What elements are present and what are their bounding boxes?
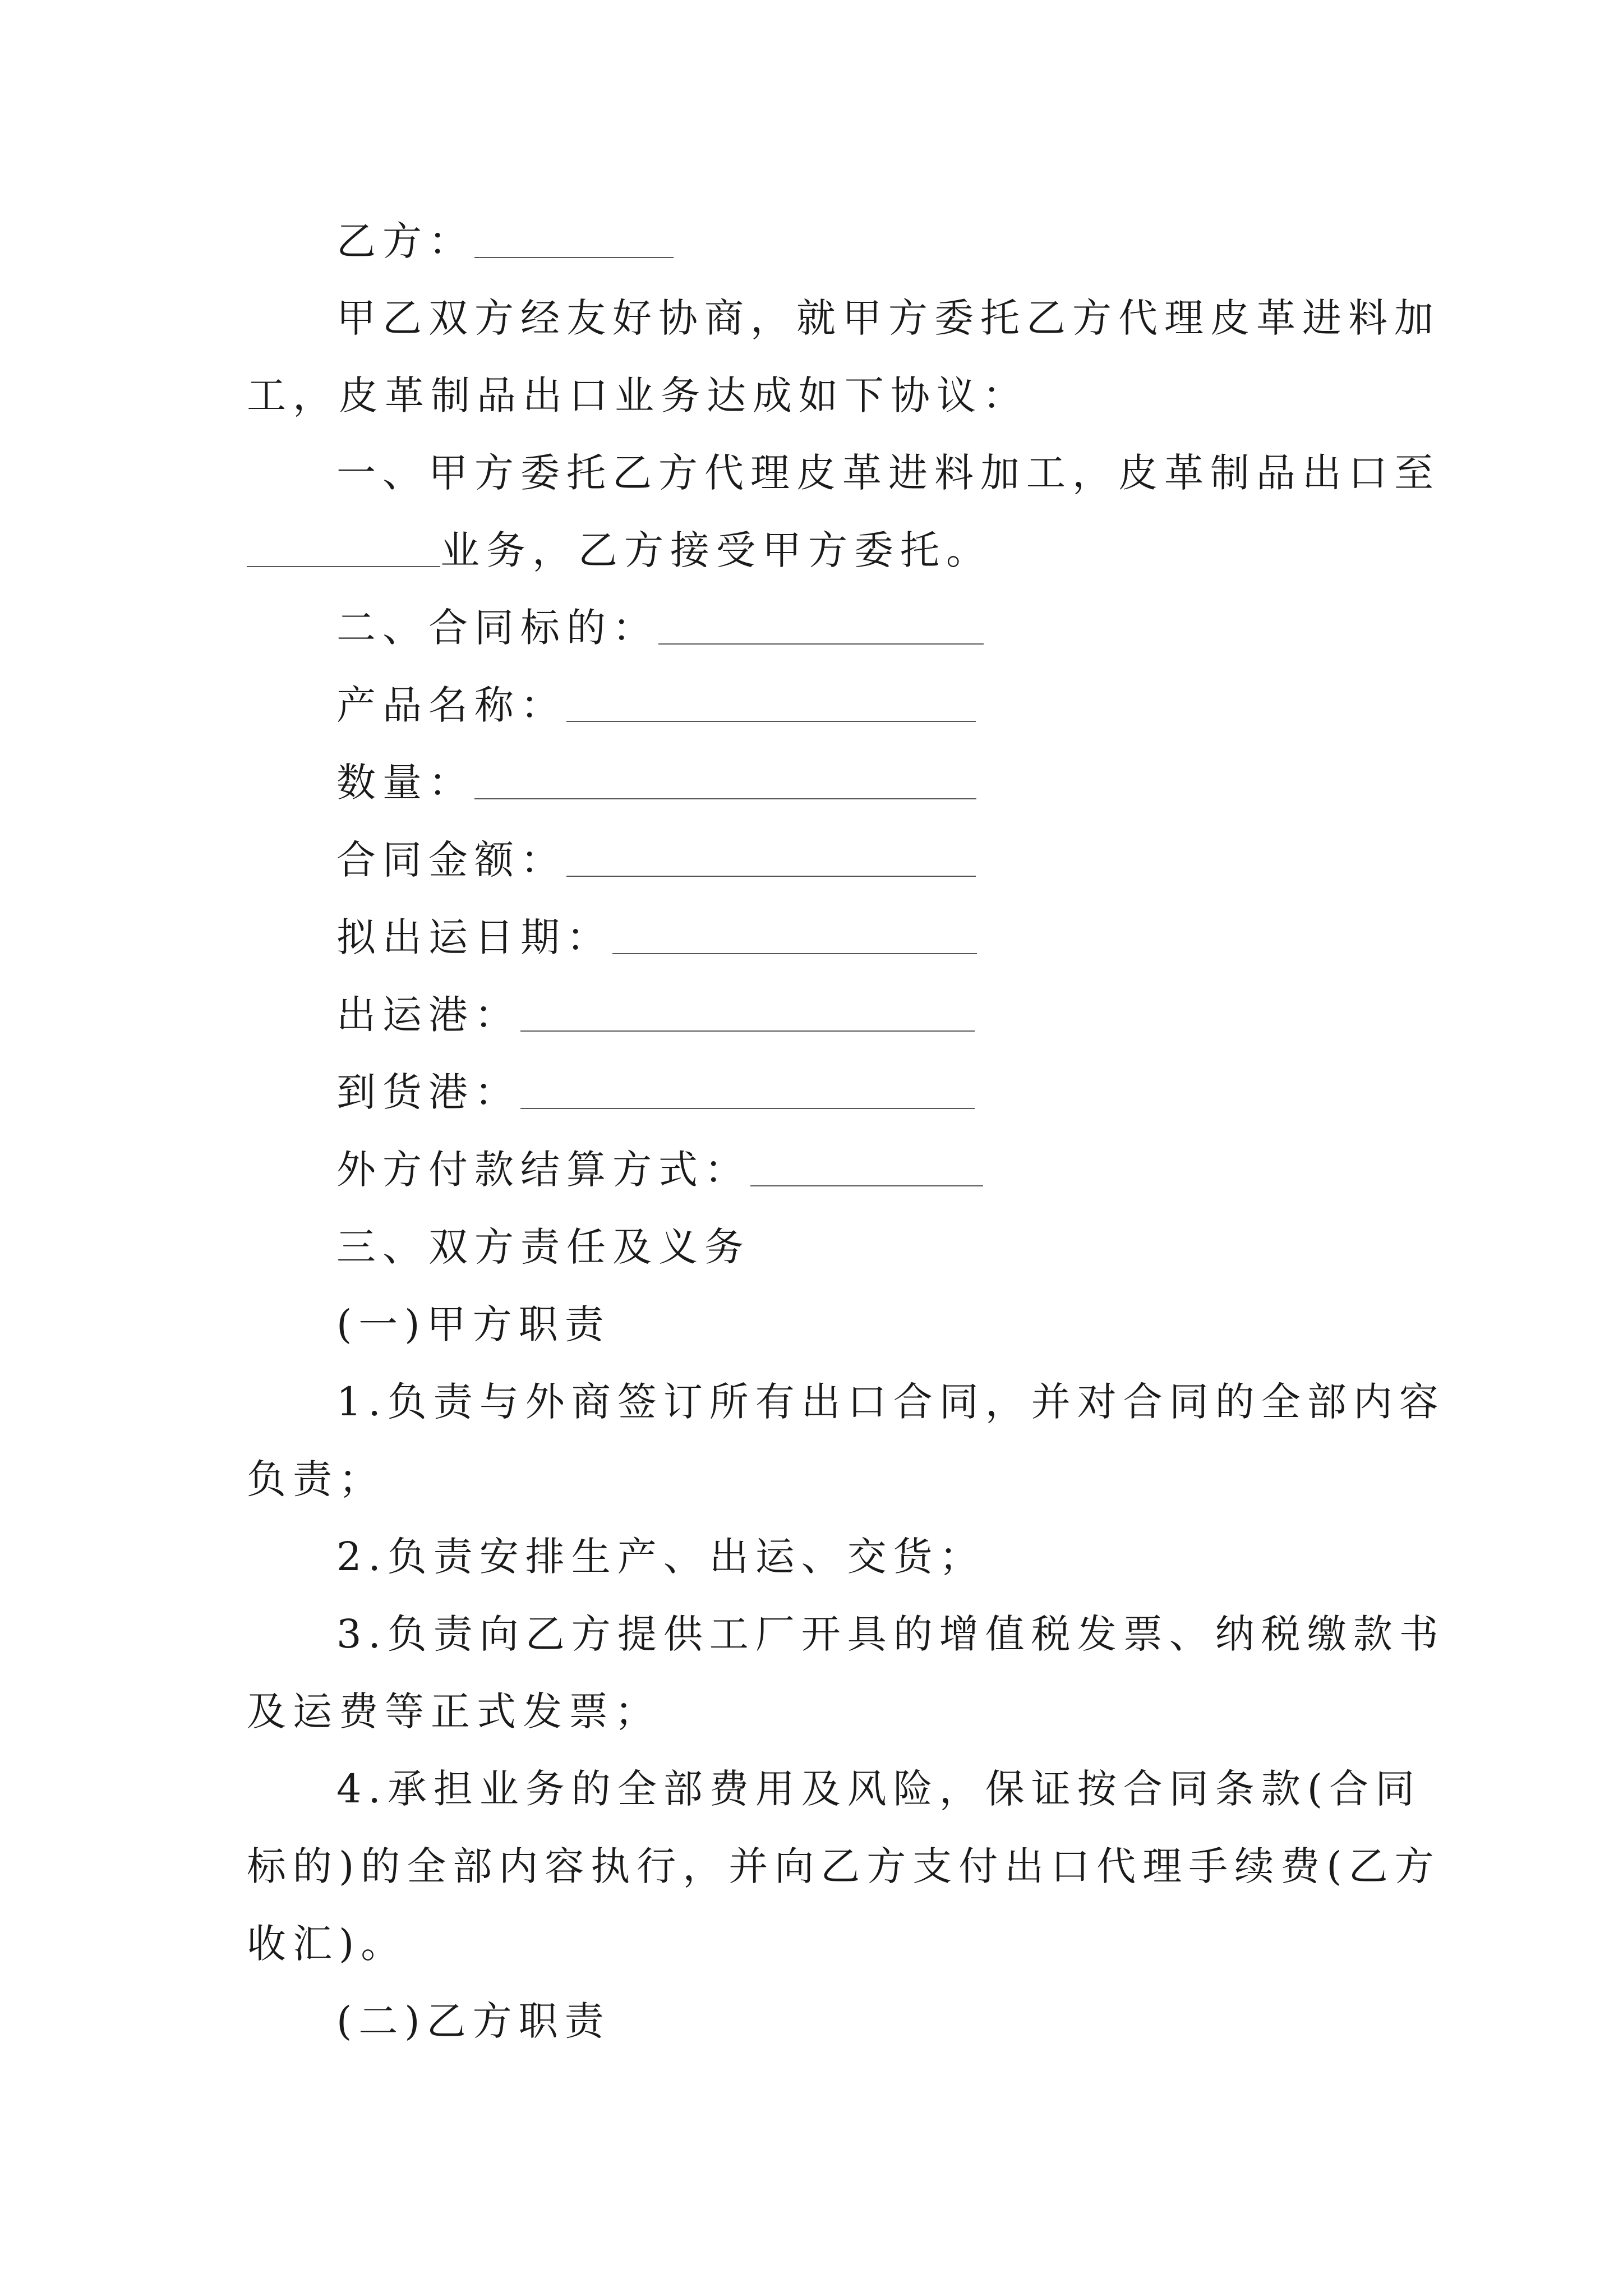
party-b-duties-heading: (二)乙方职责	[336, 1998, 611, 2044]
party-b-label: 乙方：	[336, 218, 474, 264]
intro-text-2: 工，皮革制品出口业务达成如下协议：	[247, 372, 1029, 418]
port-of-destination-blank	[520, 1108, 975, 1109]
intro-text-1: 甲乙双方经友好协商，就甲方委托乙方代理皮革进料加	[336, 295, 1440, 341]
item1-text-1: 1.负责与外商签订所有出口合同，并对合同的全部内容	[336, 1379, 1445, 1425]
item4-text-1: 4.承担业务的全部费用及风险，保证按合同条款(合同	[336, 1766, 1422, 1812]
item3-line-2	[247, 1688, 661, 1734]
party-b-duties-line	[336, 1998, 611, 2044]
item4-text-3: 收汇)。	[247, 1921, 407, 1967]
item1-line-2	[247, 1456, 385, 1502]
item3-text-2: 及运费等正式发票；	[247, 1688, 661, 1734]
ship-date-label: 拟出运日期：	[336, 914, 612, 960]
clause1-line-1	[336, 450, 1440, 496]
payment-method-label: 外方付款结算方式：	[336, 1147, 750, 1193]
item2-text: 2.负责安排生产、出运、交货；	[336, 1534, 985, 1580]
clause1-line-2	[247, 527, 992, 573]
item3-text-1: 3.负责向乙方提供工厂开具的增值税发票、纳税缴款书	[336, 1611, 1445, 1657]
product-name-blank	[566, 721, 976, 722]
item2-line	[336, 1534, 985, 1580]
product-name-label: 产品名称：	[336, 682, 566, 728]
quantity-line	[336, 760, 976, 806]
party-b-line	[336, 218, 674, 264]
contract-amount-blank	[566, 876, 976, 877]
port-of-destination-line	[336, 1069, 975, 1115]
item1-text-2: 负责；	[247, 1456, 385, 1502]
clause1-text-2: 业务，乙方接受甲方委托。	[440, 527, 992, 573]
intro-line-2	[247, 372, 1029, 418]
ship-date-line	[336, 914, 977, 960]
contract-subject-blank	[658, 643, 984, 645]
clause3-line	[336, 1224, 750, 1270]
party-a-duties-heading: (一)甲方职责	[336, 1301, 611, 1347]
clause1-text-1: 一、甲方委托乙方代理皮革进料加工，皮革制品出口至	[336, 450, 1440, 496]
clause2-line	[336, 605, 984, 651]
quantity-label: 数量：	[336, 760, 474, 806]
contract-amount-label: 合同金额：	[336, 837, 566, 883]
payment-method-blank	[750, 1185, 983, 1186]
item3-line-1	[336, 1611, 1445, 1657]
ship-date-blank	[612, 953, 977, 954]
contract-amount-line	[336, 837, 976, 883]
clause2-label: 二、合同标的：	[336, 605, 658, 651]
port-of-destination-label: 到货港：	[336, 1069, 520, 1115]
product-name-line	[336, 682, 976, 728]
port-of-loading-label: 出运港：	[336, 992, 520, 1038]
payment-method-line	[336, 1147, 983, 1193]
clause3-heading: 三、双方责任及义务	[336, 1224, 750, 1270]
intro-line-1	[336, 295, 1440, 341]
quantity-blank	[474, 798, 976, 799]
port-of-loading-line	[336, 992, 975, 1038]
party-b-blank	[474, 257, 674, 258]
item4-line-1	[336, 1766, 1422, 1812]
party-a-duties-line	[336, 1301, 611, 1347]
item4-line-3	[247, 1921, 407, 1967]
destination-blank	[247, 566, 440, 567]
item4-line-2	[247, 1843, 1441, 1889]
item4-text-2: 标的)的全部内容执行，并向乙方支付出口代理手续费(乙方	[247, 1843, 1441, 1889]
port-of-loading-blank	[520, 1030, 975, 1032]
item1-line-1	[336, 1379, 1445, 1425]
